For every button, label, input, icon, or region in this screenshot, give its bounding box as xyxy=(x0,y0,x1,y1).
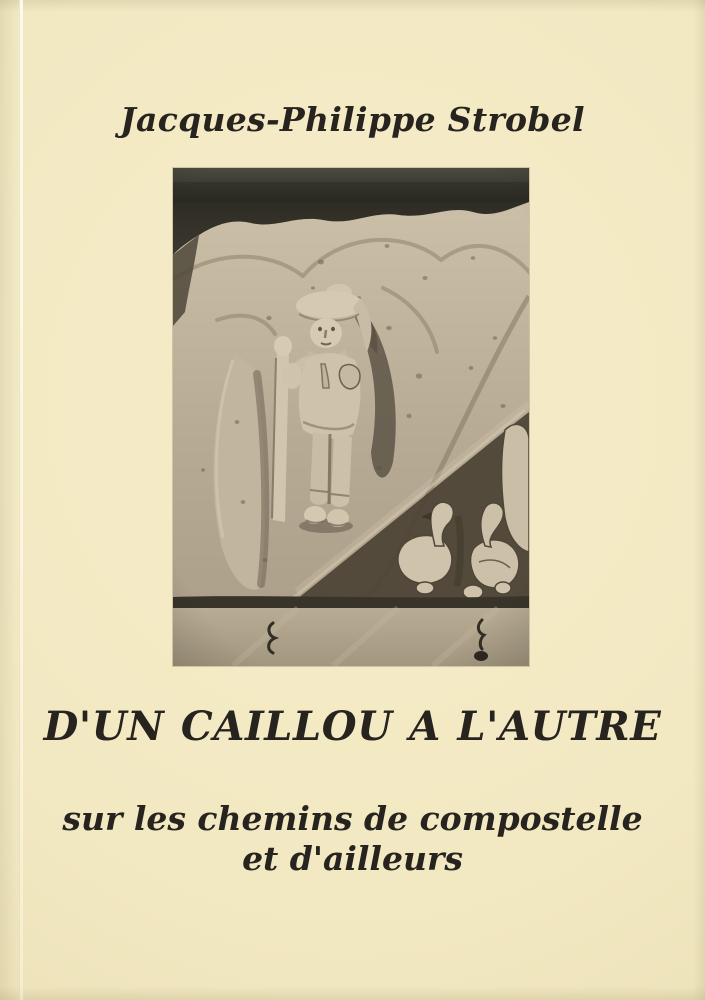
stone-relief-illustration xyxy=(173,168,529,666)
book-title: D'UN CAILLOU A L'AUTRE xyxy=(43,703,662,750)
photo-vignette xyxy=(173,168,529,666)
top-edge-shading xyxy=(0,0,705,12)
bottom-edge-shading xyxy=(0,986,705,1000)
subtitle-line-2: et d'ailleurs xyxy=(242,839,463,878)
author-name: Jacques-Philippe Strobel xyxy=(120,100,585,139)
subtitle-line-1: sur les chemins de compostelle xyxy=(62,799,643,838)
cover-photo xyxy=(173,168,529,666)
book-subtitle xyxy=(0,799,705,879)
